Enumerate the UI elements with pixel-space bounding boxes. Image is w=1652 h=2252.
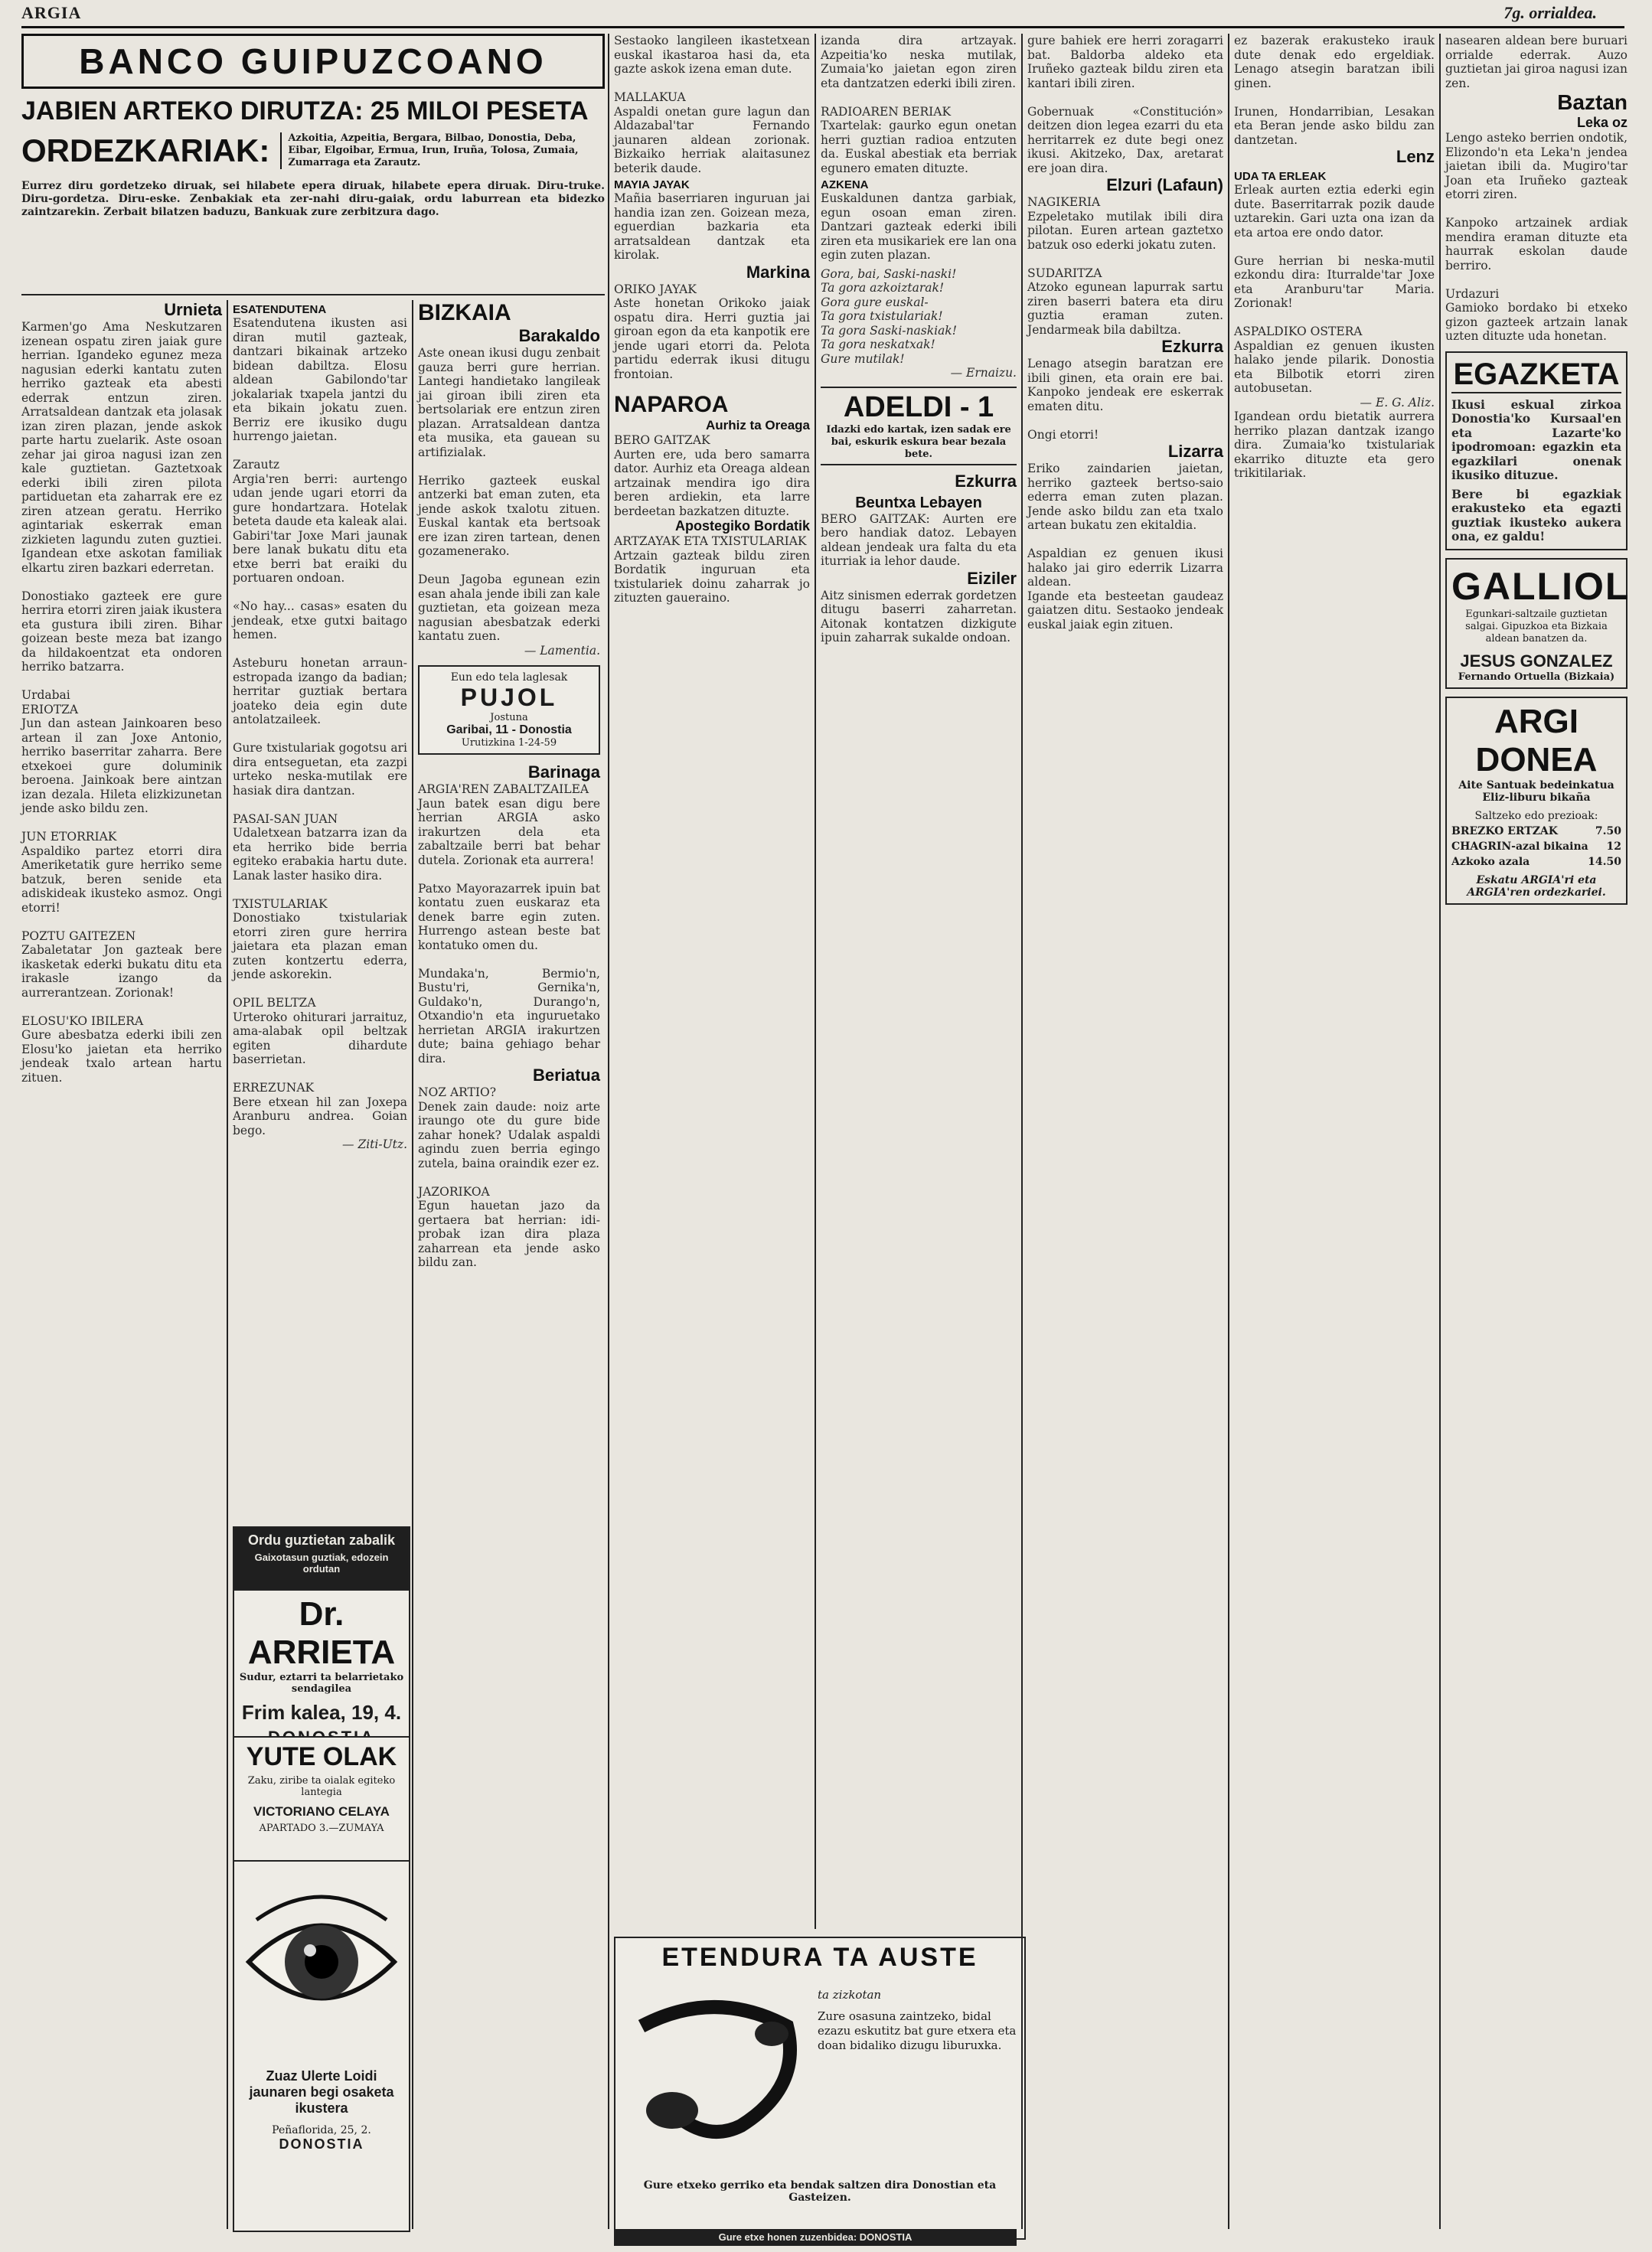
col5-ezkurra-title: Ezkurra [955, 471, 1017, 491]
col6-lizarra: Eriko zaindarien jaietan, herriko gazteek bertso-saio ederra eman zuten plazan. Jende asko bildu zan eta txalo artean bukatu zen ekitaldia. Aspaldian ez genuen ikusi halako jai giro ederrik Lizarra aldean. [1027, 462, 1223, 589]
col7-lenz-title: Lenz [1396, 147, 1435, 166]
gonzalez: JESUS GONZALEZ [1460, 651, 1613, 671]
col6-bottom: Igande eta besteetan gaudeaz gaiatzen ditu. Sestaoko jendeak euskal jaiak egin zituen. [1027, 589, 1227, 632]
col1-body: Karmen'go Ama Neskutzaren izenean ospatu ziren jaiak gure herrian. Igandeko egunez meza nagusian ederki kantatu zuten herriko gazteak eta abesti ederrak entzun ziren. Arratsaldean dantzak eta jolasak izan ziren plazan, jende askok parte hartu zuelarik. Aste osoan zehar jai giroa nagusi izan zen kale guztietan. Gaztetxoak ederki ibili ziren pilota partiduetan eta zaharrak ere ez ziren atzean geratu. Herriko agintariak eskerrak eman zizkieten lagundu zuten guztiei. Igandean etxe askotan familiak elkartu ziren bazkari ederretan. Donostiako gazteek ere gure herrira etorri ziren jaiak ikustera eta gustura ibili ziren. Bihar goizean beste meza bat izango da hildakoentzat eta ondoren herriko batzarra. Urdabai ERIOTZA Jun dan astean Jainkoaren beso artean il zan Joxe Antonio, herriko baserritar zaharra. Bere etxekoei gure doluminik beroena. Jainkoak bere aintzan izan dezala. Hileta elizkizunetan jende asko bildu zen. JUN ETORRIAK Aspaldiko partez etorri dira Ameriketatik gure herriko seme batzuk, beren senide eta adiskideak ikusteko asmoz. Ongi etorri! POZTU GAITEZEN Zabaletatar Jon gazteak bere ikasketak ederki bukatu ditu eta irakasle izango da aurrerantzean. Zorionak! ELOSU'KO IBILERA Gure abesbatza ederki ibili zen Elosu'ko jaietan eta herriko jendeak txalo artean hartu zituen. [21, 320, 222, 1085]
rule-2 [412, 300, 413, 2229]
col3-signoff: — Lamentia. [524, 643, 600, 658]
banco-name: BANCO GUIPUZCOANO [21, 34, 605, 89]
price-value: 14.50 [1588, 855, 1621, 868]
col2-signoff: — Ziti-Utz. [342, 1137, 407, 1151]
argi-foot: Eskatu ARGIA'ri eta ARGIA'ren ordezkariei. [1467, 873, 1606, 899]
yute-title: YUTE OLAK [246, 1742, 397, 1771]
yute-addr: APARTADO 3.—ZUMAYA [259, 1823, 384, 1834]
pujol-name: PUJOL [460, 684, 558, 711]
col3-body3: NOZ ARTIO? Denek zain daude: noiz arte iraungo ote du gure bide zahar honek? Udalak aspaldi agindu zuen berria egingo zutela, baina oraindik ezer ez. JAZORIKOA Egun hauetan jazo da gertaera bat herrian: idi-probak izan dira plaza zaharrean eta jende asko bildu zan. [418, 1085, 600, 1269]
etendura-ad [614, 1937, 1026, 2240]
footer-band: Gure etxe honen zuzenbidea: DONOSTIA [614, 2229, 1017, 2246]
col4-markina: ORIKO JAYAK Aste honetan Orikoko jaiak ospatu dira. Herri guztia jai giroan egon da eta kanpotik ere jende ugari etorri da. Pelota partidu ederrak ikusi ditugu frontoian. [614, 282, 810, 381]
col8-baztan-title: Baztan [1557, 90, 1628, 114]
dark-ad [233, 1526, 410, 1592]
argi-sub: Aite Santuak bedeinkatua [1458, 778, 1614, 791]
banco-ordezkariak-label: ORDEZKARIAK: [21, 132, 270, 168]
etendura-text: Zure osasuna zaintzeko, bidal ezazu eskutitz bat gure etxera eta doan bidaliko dizugu liburuxka. [818, 2009, 1017, 2052]
banco-blurb: Eurrez diru gordetzeko diruak, sei hilabete epera diruak, hilabete epera diruak. Diru-truke. Diru-gordetza. Diru-eske. Zenbakiak eta zer-nahi diru-gaiak, ordu laburrean eta bidezko zaintzarekin. Zerbait bilatzen baduzu, Bankuak zure zerbitzura dago. [21, 180, 605, 218]
col4-mayia: Mañia baserriaren inguruan jai handia izan zen. Goizean meza, eguerdian bazkaria eta arratsaldean dantzak eta kirolak. [614, 191, 814, 262]
col3-body2: ARGIA'REN ZABALTZAILEA Jaun batek esan digu bere herrian ARGIA asko irakurtzen dela eta zabaltzaile berri bat behar dutela. Zorionak eta aurrera! Patxo Mayorazarrek ipuin bat kontatu zuen euskaraz eta denek barre egin zuten. Hurrengo astean beste bat kontatuko omen du. Mundaka'n, Bermio'n, Bustu'ri, Gernika'n, Guldako'n, Durango'n, Otxandio'n eta inguruetako herrietan ARGIA irakurtzen dute; baina gehiago behar dira. [418, 782, 600, 1066]
col5-eiziler-title: Eiziler [967, 568, 1017, 588]
banco-ad [21, 34, 605, 286]
col5-top: izanda dira artzayak. Azpeitia'ko neska mutilak, Zumaia'ko jaietan egon ziren eta dantzatzen ederki ibili ziren. RADIOAREN BERIAK Txartelak: gaurko egun onetan herri guztian radioa entzuten da. Euskal abestiak eta berriak egunero ematen dituzte. [821, 34, 1017, 175]
col4-naparoa: BERO GAITZAK Aurten ere, uda bero samarra dator. Aurhiz eta Oreaga aldean artzainak mendira igo dira beren ardiekin, eta larre berdeetan bazkatzen dituzte. [614, 433, 810, 518]
yute-ad [233, 1736, 410, 1863]
arrieta-title: Dr. ARRIETA [247, 1595, 396, 1671]
rule-3 [608, 34, 609, 2229]
banco-ordezkariak-list: Azkoitia, Azpeitia, Bergara, Bilbao, Donostia, Deba, Eibar, Elgoibar, Ermua, Irun, Iruña, Tolosa, Zumaia, Zumarraga eta Zarautz. [280, 132, 605, 169]
col5-body3: Aitz sinismen ederrak gordetzen ditugu baserri zaharretan. Aitonak kontatzen dizkigute ipuin zaharrak sukalde ondoan. [821, 588, 1020, 645]
eye-icon [241, 1866, 402, 2058]
col3-subtitle: Barakaldo [518, 326, 600, 345]
col7-uda-title: UDA TA ERLEAK [1234, 170, 1327, 183]
dark-ad-title: Ordu guztietan zabalik [247, 1532, 396, 1548]
col8-baztan: Lengo asteko berrien ondotik, Elizondo'n eta Leka'n jendea jaietan ibili da. Mugiro'tar Joan eta Iruñeko gazteak etorri ziren. Kanpoko artzainek ardiak mendira eraman dituzte eta haurrak eskolan daude berriro. Urdazuri Gamioko bordako bi etxeko gizon gazteek artzain lanak uzten dituzte uda honetan. [1445, 131, 1628, 343]
adeldi-label: ADELDI - 1 [843, 390, 994, 423]
rule-5 [1021, 34, 1023, 2229]
galliol-title: GALLIOL [1451, 564, 1631, 608]
col7-body2: Igandean ordu bietatik aurrera herriko plazan dantzak izango dira. Zumaia'ko txistulariak ekarriko dituzte eta gero trikitilariak. [1234, 410, 1438, 480]
gonzalez-sub: Fernando Ortuella (Bizkaia) [1458, 671, 1615, 683]
col4-top: Sestaoko langileen ikastetxean euskal ikastaroa hasi da, eta gazte askok izena eman dute. MALLAKUA Aspaldi onetan gure lagun dan Aldazabal'tar Fernando jaunaren aldean zorionak. Bizkaiko herriak alaitasunez beterik daude. [614, 34, 810, 175]
dark-ad-text: Gaixotasun guztiak, edozein ordutan [254, 1552, 389, 1575]
col6-lizarra-title: Lizarra [1167, 442, 1223, 461]
col5-benitxa: Beuntxa Lebayen [855, 494, 982, 511]
rule-6 [1228, 34, 1229, 2229]
col4-mayia-title: MAYIA JAYAK [614, 178, 690, 191]
galliol-box [1445, 558, 1631, 689]
arrieta-sub: Sudur, eztarri ta belarrietako sendagilea [239, 1672, 404, 1695]
egazketa-title: EGAZKETA [1451, 357, 1621, 393]
egazketa-text: Ikusi eskual zirkoa Donostia'ko Kursaal'en eta Lazarte'ko ipodromoan: egazkin eta egazkilari onenak ikusiko dituzue. [1451, 397, 1626, 482]
top-rule [21, 26, 1624, 28]
col3-section3: Beriatua [532, 1066, 600, 1085]
pujol-address: Garibai, 11 - Donostia [446, 723, 572, 736]
column-8 [1445, 34, 1631, 2229]
banco-capital: JABIEN ARTEKO DIRUTZA: 25 MILOI PESETA [21, 96, 589, 126]
rule-4 [815, 34, 816, 1929]
col4-apuz: ARTZAYAK ETA TXISTULARIAK Artzain gazteak bildu ziren Bordatik inguruan eta txistulariek doinu zaharrak jo zituzten gaueraino. [614, 534, 810, 605]
column-1 [21, 300, 222, 2229]
etendura-title: ETENDURA TA AUSTE [661, 1943, 978, 1972]
col7-top: ez bazerak erakusteko irauk dute denak edo ergeldiak. Lenago atsegin baratzan ibili ginen. Irunen, Hondarribian, Lesakan eta Beran jende asko bildu zan dantzetan. [1234, 34, 1435, 147]
pujol-line1: Eun edo tela laglesak [450, 671, 568, 684]
etendura-sub: ta zizkotan [818, 1988, 882, 2002]
price-item: BREZKO ERTZAK [1451, 824, 1558, 837]
column-3 [418, 300, 600, 2229]
eye-addr: Peñaflorida, 25, 2. [272, 2124, 371, 2136]
col6-elizondo-title: Elzuri (Lafaun) [1106, 175, 1223, 194]
argi-donea-box [1445, 697, 1628, 905]
argi-prices-title: Saltzeko edo prezioak: [1474, 809, 1598, 822]
price-value: 7.50 [1595, 824, 1621, 837]
eye-city: DONOSTIA [279, 2136, 364, 2152]
price-item: Azkoko azala [1451, 855, 1530, 868]
rule-1 [227, 300, 228, 2229]
col5-poem-sign: — Ernaizu. [950, 366, 1017, 380]
col7-signoff: — E. G. Aliz. [1360, 395, 1435, 410]
col6-top: gure bahiek ere herri zoragarri bat. Baldorba aldeko eta Iruñeko gazteak bildu ziren eta kantari ibili ziren. Gobernuak «Constitución» deitzen dion legea ezarri du eta herritarrek ez dute begi onez ikusi. Akitzeko, Dax, aretarat ere joan dira. [1027, 34, 1223, 175]
col5-poem: Gora, bai, Saski-naski! Ta gora azkoiztarak! Gora gure euskal- Ta gora txistulariak! Ta gora Saski-naskiak! Ta gora neskatxak! Gure mutilak! [821, 266, 957, 366]
price-value: 12 [1606, 840, 1621, 853]
column-5 [821, 34, 1020, 1929]
masthead-left: ARGIA [21, 3, 82, 22]
col6-elizondo: NAGIKERIA Ezpeletako mutilak ibili dira pilotan. Euren artean gaztetxo batzuk oso ederki jokatu zuten. SUDARITZA Atzoko egunean lapurrak sartu ziren baserri batera eta diru guztia eraman zuten. Jendarmeak bila dabiltza. [1027, 195, 1223, 337]
yute-text: Zaku, ziribe ta oialak egiteko lantegia [247, 1775, 396, 1798]
arrieta-ad [233, 1589, 410, 1739]
pujol-phone: Urutizkina 1-24-59 [461, 737, 557, 749]
argi-sub2: Eliz-liburu bikaña [1482, 791, 1591, 804]
adeldi-text: Idazki edo kartak, izen sadak ere bai, eskurik eskura bear bezala bete. [826, 423, 1011, 460]
eye-ad [233, 1860, 410, 2232]
price-row [1451, 825, 1621, 837]
arrieta-addr: Frim kalea, 19, 4. [241, 1701, 402, 1724]
col8-top: nasearen aldean bere buruari orrialde ederrak. Auzo guztietan jai giroa nagusi izan zen. [1445, 34, 1631, 90]
pujol-line2: Jostuna [490, 712, 528, 723]
col3-body: Aste onean ikusi dugu zenbait gauza berri gure herrian. Lantegi handietako langileak jai giroan ibili ziren eta bertsolariak ere entzun ziren plazan. Arratsaldean dantza eta musika, eta gauean su artifizialak. Herriko gazteek euskal antzerki bat eman zuten, eta jende askok txalotu zituen. Euskal kantak eta bertsoak ere izan ziren tartean, denen gozamenerako. Deun Jagoba egunean ezin esan ahala jende ibili zan kale guztietan, eta goizean meza nagusian abesbatzak ederki kantatu zuen. [418, 346, 600, 643]
col7-body: Erleak aurten eztia ederki egin dute. Baserritarrak pozik daude uztarekin. Gari uzta ona izan da eta artoa ere ondo dator. Gure herrian bi neska-mutil ezkondu dira: Iturralde'tar Joxe eta Aranburu'tar Maria. Zorionak! ASPALDIKO OSTERA Aspaldian ez genuen ikusten halako jende pilarik. Donostia eta Bilbotik etorri ziren autobusetan. [1234, 183, 1435, 395]
eye-caption: Zuaz Ulerte Loidi jaunaren begi osaketa ikustera [249, 2068, 394, 2116]
column-2 [233, 300, 407, 1517]
rule-7 [1439, 34, 1441, 2229]
col8-baztan-sub: Leka oz [1576, 115, 1628, 130]
col4-apuz-title: Apostegiko Bordatik [674, 518, 810, 534]
pujol-ad [418, 665, 600, 755]
col5-azkena-title: AZKENA [821, 178, 869, 191]
truss-icon [619, 1980, 810, 2172]
page-number: 7g. orrialdea. [1503, 3, 1597, 22]
price-row [1451, 856, 1621, 868]
yute-name: VICTORIANO CELAYA [253, 1804, 390, 1819]
column-4 [614, 34, 814, 2229]
col2-body: Esatendutena ikusten asi diran mutil gazteak, dantzari bikainak artzeko bidean dabiltza. Elosu aldean Gabilondo'tar jokalariak txapela jantzi du eta bikain jokatu zuen. Berriz ere ikusiko dugu hurrengo jaietan. Zarautz Argia'ren berri: aurtengo udan jende ugari etorri da gure hondartzara. Hotelak beteta daude eta kaleak alai. Gabiri'tar Joxe Mari jaunak bere lanak bukatu ditu eta etxe berri bat eraiki du portuaren ondoan. «No hay... casas» esaten du jendeak, etxe gutxi baitago hemen. Asteburu honetan arraun-estropada izango da badian; herritar guztiak bertara joateko deia egin dute antolatzaileek. Gure txistulariak gogotsu ari dira entseguetan, eta zazpi urteko neska-mutilak ere hasiak dira dantzan. PASAI-SAN JUAN Udaletxean batzarra izan da eta herriko bide berria egiteko erabakia hartu dute. Lanak laster hasiko dira. TXISTULARIAK Donostiako txistulariak etorri ziren gure herrira jaietara eta plazan eman zuten kontzertu ederra, jende askorekin. OPIL BELTZA Urteroko ohiturari jarraituz, ama-alabak opil beltzak egiten dihardute baserrietan. ERREZUNAK Bere etxean hil zan Joxepa Aranburu andrea. Goian bego. [233, 316, 407, 1137]
banco-rule [21, 294, 605, 295]
col5-azkena: Euskaldunen dantza garbiak, egun osoan eman ziren. Dantzari gazteak ederki ibili ziren eta musikariek ere lan ona egin zuten plazan. [821, 191, 1020, 262]
col1-title: Urnieta [164, 300, 222, 319]
egazketa-text2: Bere bi egazkiak erakusteko eta egazti guztiak ikusteko aukera ona, ez galdu! [1451, 486, 1626, 543]
argi-title: ARGI DONEA [1475, 702, 1598, 778]
col2-title: ESATENDUTENA [233, 303, 327, 316]
col4-naparoa-title: NAPAROA [614, 392, 729, 417]
col6-ezkurra-title: Ezkurra [1161, 337, 1223, 356]
col4-markina-title: Markina [746, 262, 810, 282]
galliol-text: Egunkari-saltzaile guztietan salgai. Gipuzkoa eta Bizkaia aldean banatzen da. [1465, 608, 1608, 645]
price-row [1451, 840, 1621, 853]
price-item: CHAGRIN-azal bikaina [1451, 840, 1588, 853]
col3-title: BIZKAIA [418, 300, 511, 325]
column-7 [1234, 34, 1438, 2229]
egazketa-box [1445, 351, 1628, 550]
column-6 [1027, 34, 1227, 2229]
adeldi-box [821, 387, 1017, 465]
col5-body2: BERO GAITZAK: Aurten ere bero handiak datoz. Lebayen aldean jendeak ura falta du eta iturriak ia lehor daude. [821, 511, 1020, 568]
col6-ezkurra: Lenago atsegin baratzan ere ibili ginen, eta orain ere bai. Kanpoko jendeak ere eskerrak ematen ditu. Ongi etorri! [1027, 357, 1223, 442]
col3-section2: Barinaga [527, 762, 600, 782]
etendura-foot: Gure etxeko gerriko eta bendak saltzen dira Donostian eta Gasteizen. [643, 2179, 997, 2204]
col4-naparoa-sub: Aurhiz ta Oreaga [705, 418, 810, 432]
